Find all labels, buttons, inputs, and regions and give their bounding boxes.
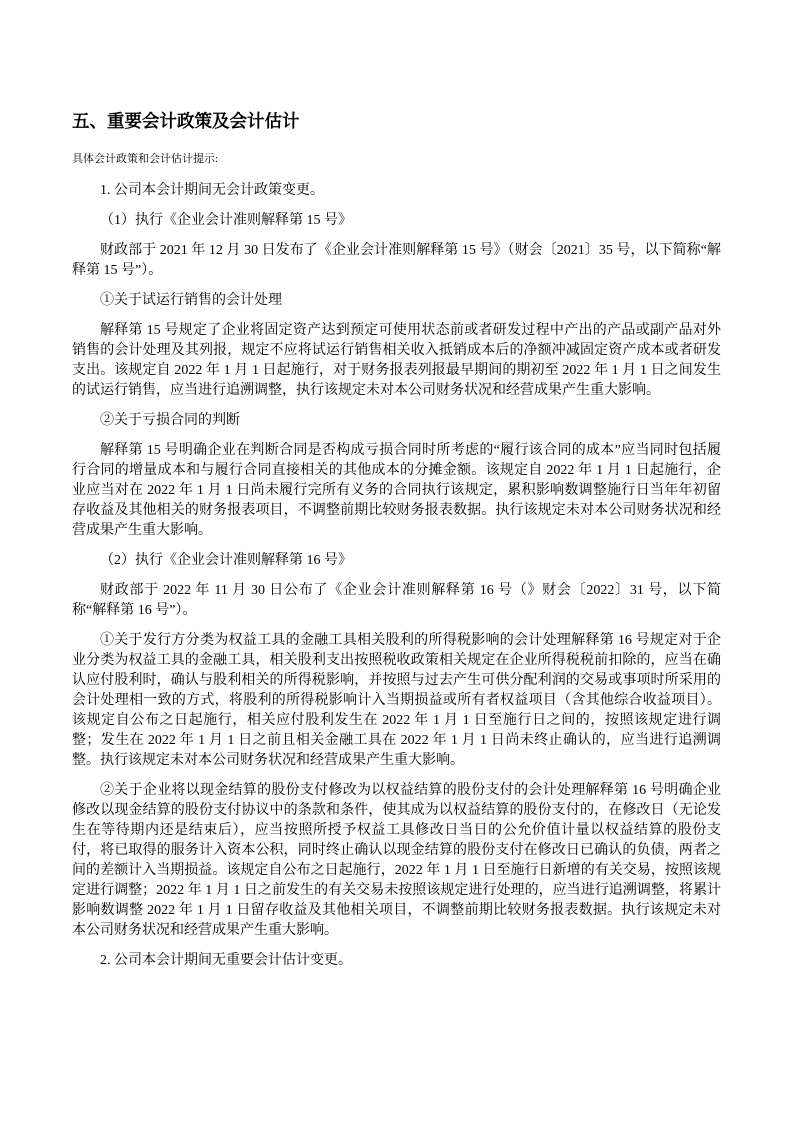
para-share-based-payment-body: ②关于企业将以现金结算的股份支付修改为以权益结算的股份支付的会计处理解释第 16 号明确企业修改以现金结算的股份支付协议中的条款和条件，使其成为以权益结算的股份支付的，在修改日（无论发生在等待期内还是结束后），应当按照所授予权益工具修改日当日的公允价值计量以权益结算的股份支付，将已取得的服务计入资本公积，同时终止确认以现金结算的股份支付在修改日已确认的负债，两者之间的差额计入当期损益。该规定自公布之日起施行，2022 年 1 月 1 日至施行日新增的有关交易，按照该规定进行调整；2022 年 1 月 1 日之前发生的有关交易未按照该规定进行处理的，应当进行追溯调整，将累计影响数调整 2022 年 1 月 1 日留存收益及其他相关项目，不调整前期比较财务报表数据。执行该规定未对本公司财务状况和经营成果产生重大影响。 (72, 783, 721, 938)
para-interpretation15-issuance: 财政部于 2021 年 12 月 30 日发布了《企业会计准则解释第 15 号》（财会〔2021〕35 号，以下简称“解释第 15 号”）。 (72, 243, 721, 278)
para-item1-heading: （1）执行《企业会计准则解释第 15 号》 (100, 213, 352, 228)
para-onerous-contract-body: 解释第 15 号明确企业在判断合同是否构成亏损合同时所考虑的“履行该合同的成本”应当同时包括履行合同的增量成本和与履行合同直接相关的其他成本的分摊金额。该规定自 2022 年 1 月 1 日起施行，企业应当对在 2022 年 1 月 1 日尚未履行完所有义务的合同执行该规定，累积影响数调整施行日当年年初留存收益及其他相关的财务报表项目，不调整前期比较财务报表数据。执行该规定未对本公司财务状况和经营成果产生重大影响。 (72, 443, 721, 538)
para-no-estimate-change: 2. 公司本会计期间无重要会计估计变更。 (100, 953, 352, 968)
intro-note: 具体会计政策和会计估计提示: (72, 153, 219, 165)
section-title: 五、重要会计政策及会计估计 (72, 111, 300, 131)
para-no-policy-change: 1. 公司本会计期间无会计政策变更。 (100, 183, 324, 198)
para-interpretation16-issuance: 财政部于 2022 年 11 月 30 日公布了《企业会计准则解释第 16 号（》财会〔2022〕31 号，以下简称“解释第 16 号”）。 (72, 583, 721, 618)
para-trial-run-sales-heading: ①关于试运行销售的会计处理 (100, 293, 282, 308)
para-item2-heading: （2）执行《企业会计准则解释第 16 号》 (100, 553, 352, 568)
para-dividend-income-tax-body: ①关于发行方分类为权益工具的金融工具相关股利的所得税影响的会计处理解释第 16 号规定对于企业分类为权益工具的金融工具，相关股利支出按照税收政策相关规定在企业所得税税前扣除的，应当在确认应付股利时，确认与股利相关的所得税影响，并按照与过去产生可供分配利润的交易或事项时所采用的会计处理相一致的方式，将股利的所得税影响计入当期损益或所有者权益项目（含其他综合收益项目）。该规定自公布之日起施行，相关应付股利发生在 2022 年 1 月 1 日至施行日之间的，按照该规定进行调整；发生在 2022 年 1 月 1 日之前且相关金融工具在 2022 年 1 月 1 日尚未终止确认的，应当进行追溯调整。执行该规定未对本公司财务状况和经营成果产生重大影响。 (72, 633, 721, 768)
para-trial-run-sales-body: 解释第 15 号规定了企业将固定资产达到预定可使用状态前或者研发过程中产出的产品或副产品对外销售的会计处理及其列报，规定不应将试运行销售相关收入抵销成本后的净额冲减固定资产成本或者研发支出。该规定自 2022 年 1 月 1 日起施行，对于财务报表列报最早期间的期初至 2022 年 1 月 1 日之间发生的试运行销售，应当进行追溯调整，执行该规定未对本公司财务状况和经营成果产生重大影响。 (72, 323, 721, 398)
para-onerous-contract-heading: ②关于亏损合同的判断 (100, 413, 240, 428)
